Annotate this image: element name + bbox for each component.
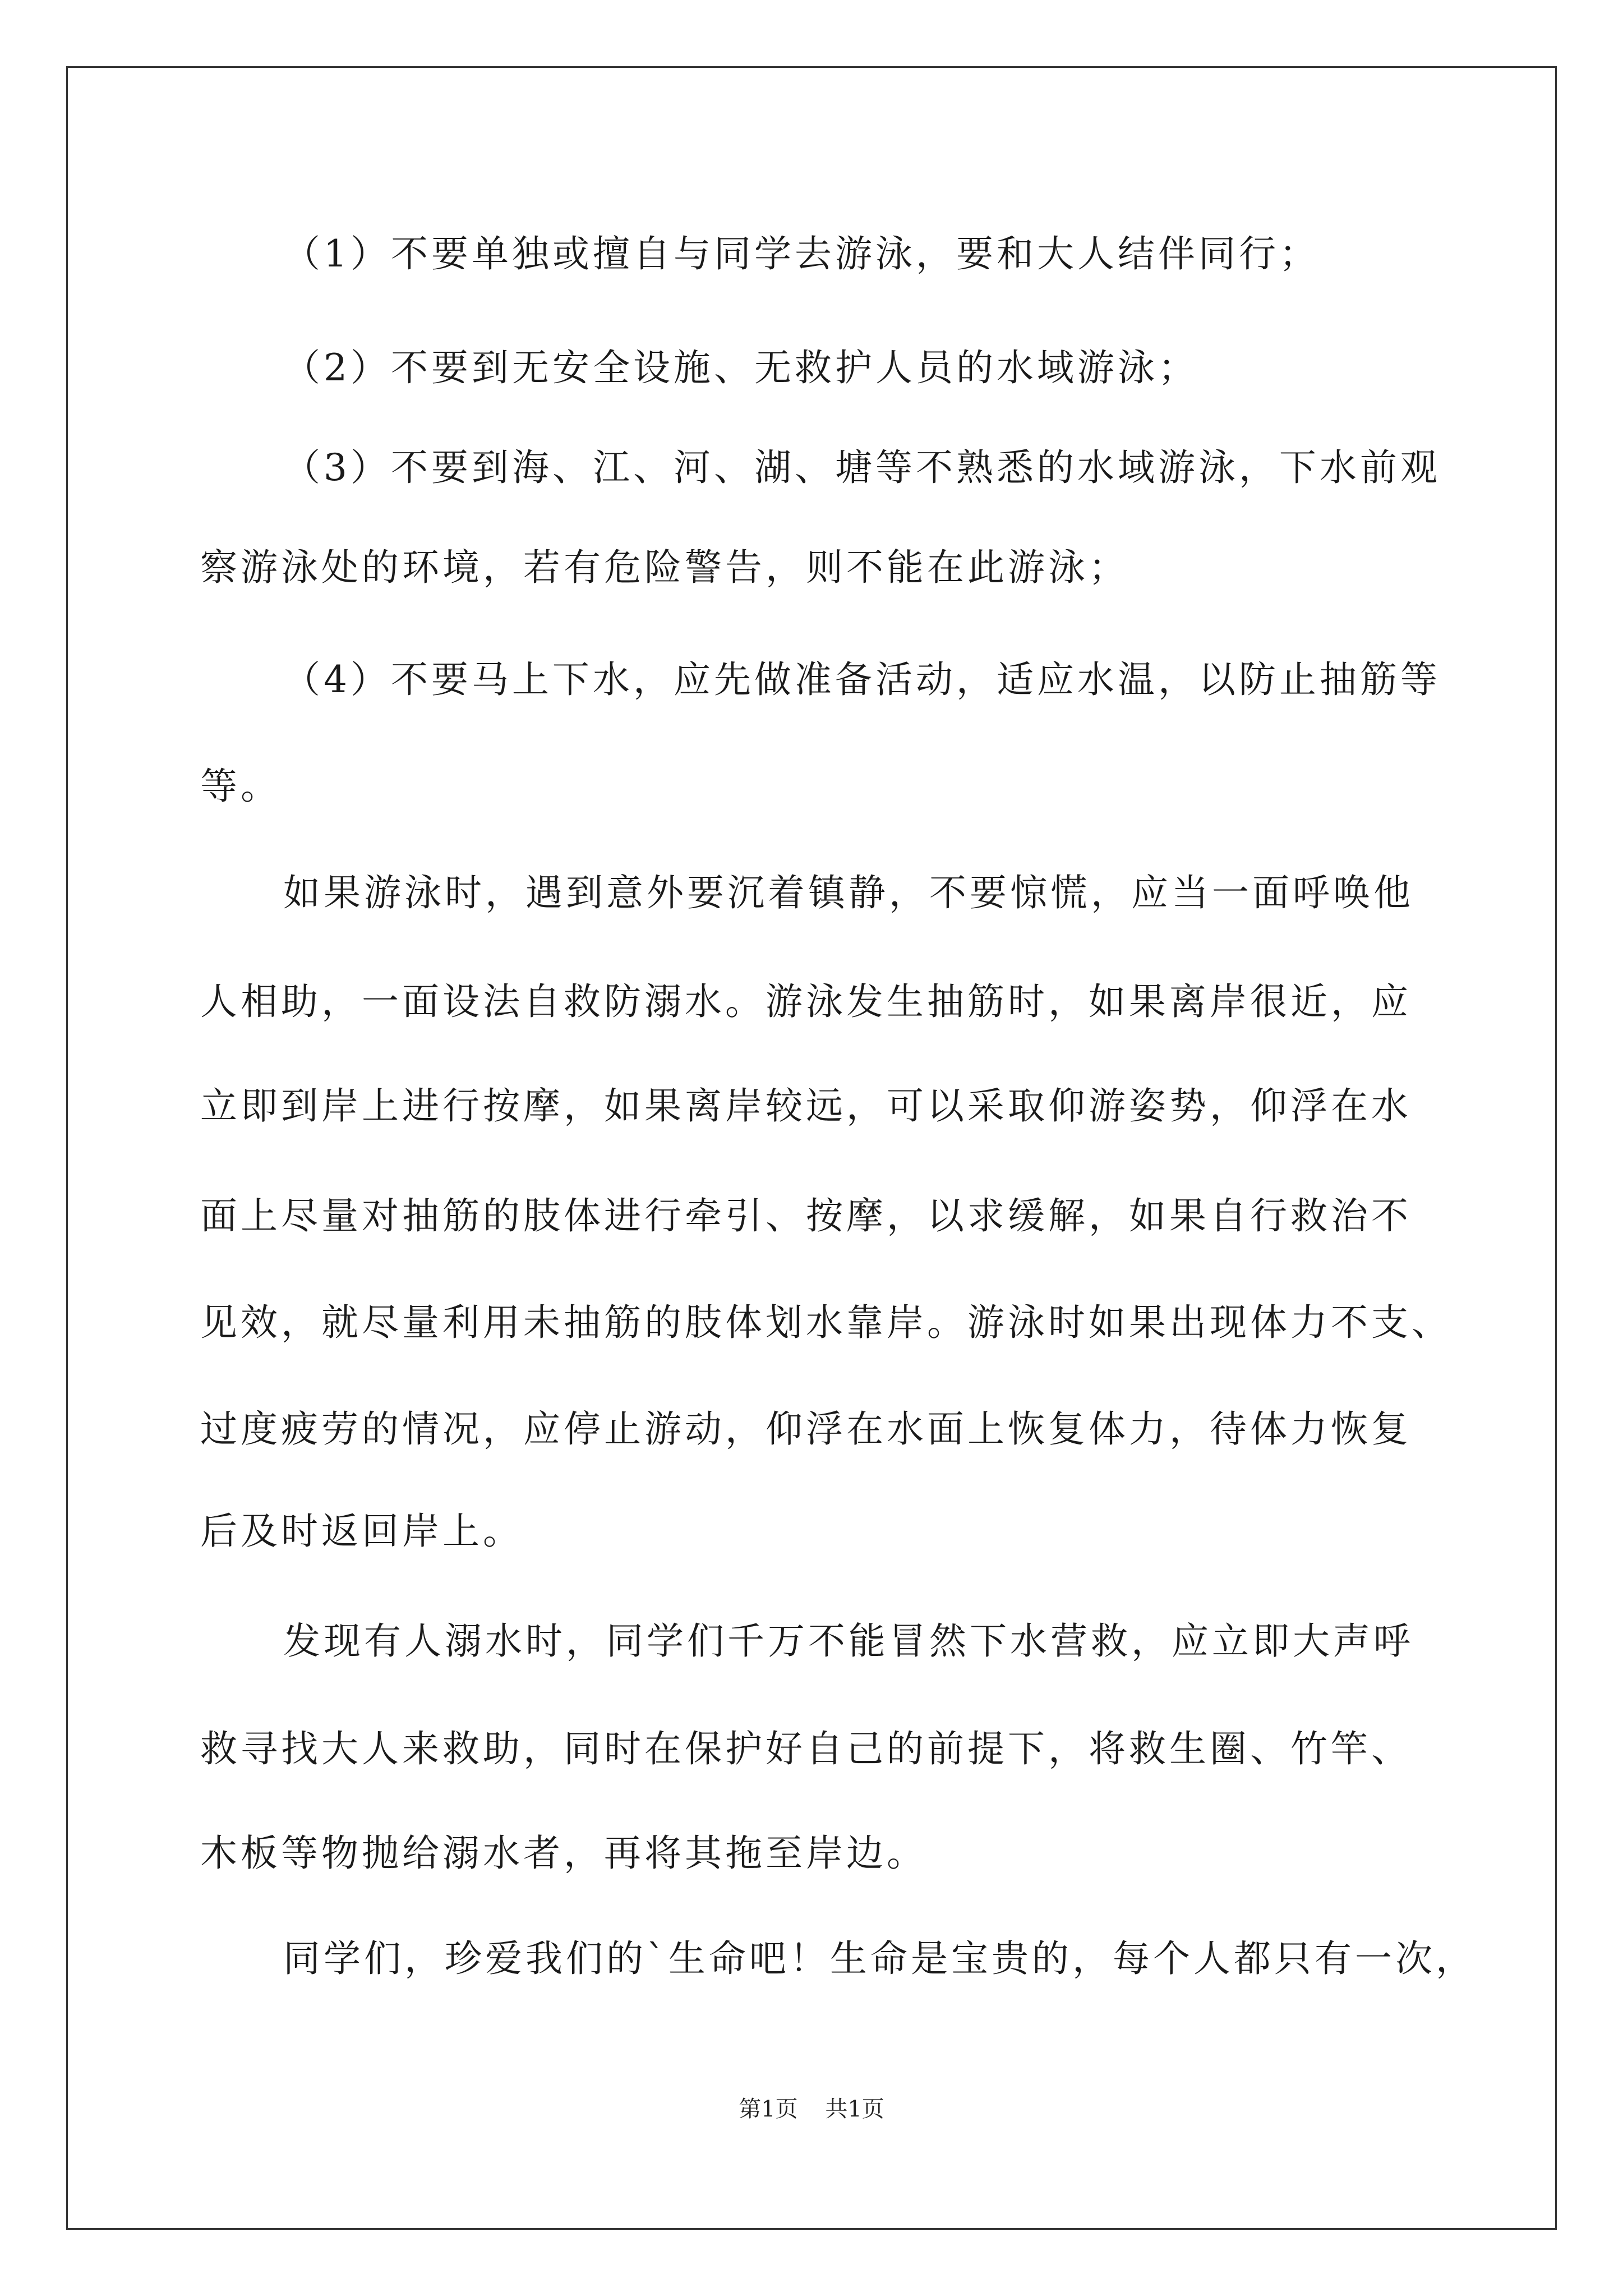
paragraph-line: 人相助，一面设法自救防溺水。游泳发生抽筋时，如果离岸很近，应 — [200, 980, 1412, 1023]
paragraph-line: 后及时返回岸上。 — [200, 1510, 523, 1553]
paragraph-line: 见效，就尽量利用未抽筋的肢体划水靠岸。游泳时如果出现体力不支、 — [200, 1301, 1452, 1344]
paragraph-line: （4）不要马上下水，应先做准备活动，适应水温，以防止抽筋等 — [283, 658, 1441, 701]
page-footer — [0, 2095, 1623, 2123]
paragraph-line: 木板等物抛给溺水者，再将其拖至岸边。 — [200, 1832, 927, 1875]
paragraph-line: 立即到岸上进行按摩，如果离岸较远，可以采取仰游姿势，仰浮在水 — [200, 1084, 1412, 1128]
paragraph-line: 面上尽量对抽筋的肢体进行牵引、按摩，以求缓解，如果自行救治不 — [200, 1194, 1412, 1237]
page-number-current: 第1页 — [739, 2096, 798, 2122]
paragraph-line: （3）不要到海、江、河、湖、塘等不熟悉的水域游泳，下水前观 — [283, 446, 1441, 489]
paragraph-line: 如果游泳时，遇到意外要沉着镇静，不要惊慌，应当一面呼唤他 — [283, 871, 1414, 914]
page-border — [66, 66, 1557, 2230]
paragraph-line: （1）不要单独或擅自与同学去游泳，要和大人结伴同行； — [283, 232, 1320, 275]
page-number-total: 共1页 — [825, 2096, 884, 2122]
paragraph-line: 过度疲劳的情况，应停止游动，仰浮在水面上恢复体力，待体力恢复 — [200, 1407, 1412, 1451]
paragraph-line: 发现有人溺水时，同学们千万不能冒然下水营救，应立即大声呼 — [283, 1619, 1414, 1663]
paragraph-line: 察游泳处的环境，若有危险警告，则不能在此游泳； — [200, 546, 1129, 589]
paragraph-line: 救寻找大人来救助，同时在保护好自己的前提下，将救生圈、竹竿、 — [200, 1727, 1412, 1770]
paragraph-line: （2）不要到无安全设施、无救护人员的水域游泳； — [283, 346, 1198, 389]
paragraph-line: 等。 — [200, 765, 281, 808]
paragraph-line: 同学们，珍爱我们的`生命吧！生命是宝贵的，每个人都只有一次， — [283, 1937, 1476, 1980]
